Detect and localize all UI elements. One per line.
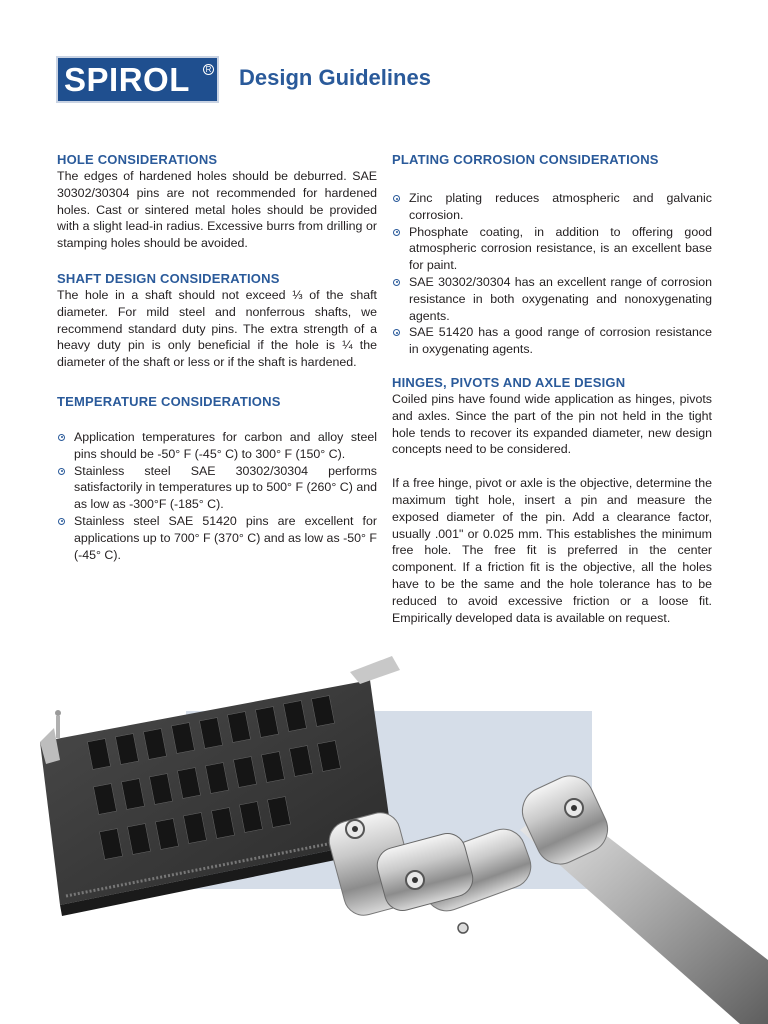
shaft-design-heading: SHAFT DESIGN CONSIDERATIONS bbox=[57, 270, 280, 286]
list-item: Zinc plating reduces atmospheric and galvanic corrosion. bbox=[392, 190, 712, 224]
universal-joint-image bbox=[325, 768, 768, 1024]
bullet-icon bbox=[393, 279, 400, 286]
hole-considerations-heading: HOLE CONSIDERATIONS bbox=[57, 152, 218, 167]
left-column bbox=[57, 152, 377, 563]
bullet-icon bbox=[393, 329, 400, 336]
shaft-design-text: The hole in a shaft should not exceed ⅓ of the shaft diameter. For mild steel and nonferrous shafts, we recommend standard duty pins. The extra strength of a heavy duty pin is only beneficial if the hole is ¼ the diameter of the shaft or less or if the shaft is hardened. bbox=[57, 287, 377, 370]
hole-considerations-text: The edges of hardened holes should be deburred. SAE 30302/30304 pins are not recommended for hardened holes. Cast or sintered metal holes should be provided with a slight lead-in radius. Excessive burrs from drilling or stamping holes should be avoided. bbox=[57, 169, 377, 251]
plating-list bbox=[392, 190, 712, 358]
bullet-icon bbox=[393, 195, 400, 202]
bullet-icon bbox=[58, 518, 65, 525]
list-item: SAE 51420 has a good range of corrosion resistance in oxygenating agents. bbox=[392, 324, 712, 358]
list-item: Stainless steel SAE 51420 pins are excellent for applications up to 700° F (370° C) and as low as -50° F (-45° C). bbox=[57, 513, 377, 563]
spirol-logo bbox=[56, 56, 219, 103]
product-photo bbox=[0, 640, 768, 1024]
hinges-pivots-axle-heading: HINGES, PIVOTS AND AXLE DESIGN bbox=[392, 374, 626, 390]
bullet-icon bbox=[393, 229, 400, 236]
list-item: SAE 30302/30304 has an excellent range of corrosion resistance in both oxygenating and nonoxygenating agents. bbox=[392, 274, 712, 324]
registered-mark-icon: R bbox=[203, 64, 214, 75]
hinges-para-1: Coiled pins have found wide application as hinges, pivots and axles. Since the part of the pin not held in the tight hole tends to recover its expanded diameter, new design concepts need to be considered. bbox=[392, 391, 712, 457]
bullet-icon bbox=[58, 468, 65, 475]
logo-text: SPIROL bbox=[64, 61, 190, 98]
bullet-icon bbox=[58, 434, 65, 441]
hinges-para-2: If a free hinge, pivot or axle is the objective, determine the maximum tight hole, insert a pin and measure the exposed diameter of the pin. Add a clearance factor, usually .001" or 0.025 mm. This establishes the minimum free hole. The free fit is preferred in the center component. If a friction fit is the objective, all the holes have to be the same and the hole tolerance has to be reduced to avoid excessive friction or a loose fit. Empirically developed data is available on request. bbox=[392, 476, 712, 625]
temperature-heading: TEMPERATURE CONSIDERATIONS bbox=[57, 393, 281, 409]
page-title: Design Guidelines bbox=[239, 65, 431, 90]
temperature-list bbox=[57, 429, 377, 563]
plating-corrosion-heading: PLATING CORROSION CONSIDERATIONS bbox=[392, 152, 659, 167]
list-item: Application temperatures for carbon and alloy steel pins should be -50° F (-45° C) to 300° F (150° C). bbox=[57, 429, 377, 463]
right-column bbox=[392, 152, 712, 626]
list-item: Stainless steel SAE 30302/30304 performs satisfactorily in temperatures up to 500° F (260° C) and as low as -300°F (-185° C). bbox=[57, 463, 377, 513]
list-item: Phosphate coating, in addition to offering good atmospheric corrosion resistance, is an excellent base for paint. bbox=[392, 224, 712, 274]
